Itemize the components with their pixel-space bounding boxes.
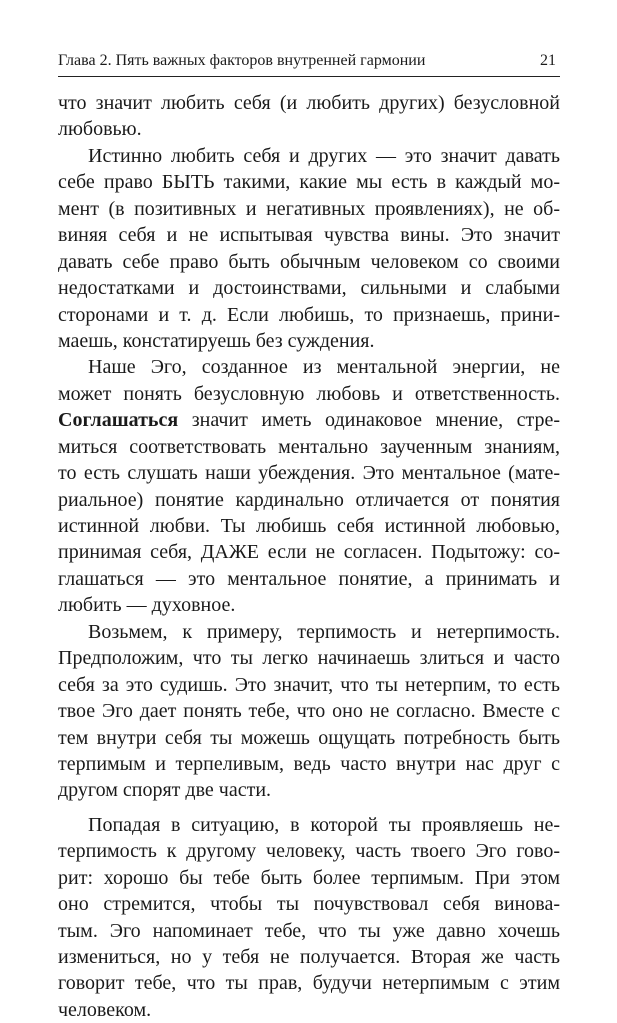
text-line: себя за это судишь. Это значит, что ты нетерпим, то есть bbox=[58, 673, 560, 696]
text-line: миться соответствовать ментально заученным знаниям, bbox=[58, 435, 560, 458]
paragraph-2 bbox=[58, 143, 560, 355]
text-line: Попадая в ситуацию, в которой ты проявляешь не- bbox=[88, 813, 560, 836]
bold-term: Соглашаться bbox=[58, 409, 179, 432]
text-line: терпимость к другому человеку, часть твоего Эго гово- bbox=[58, 840, 560, 863]
text-line: может понять безусловную любовь и ответственность. bbox=[58, 382, 560, 405]
page-number: 21 bbox=[540, 52, 556, 69]
text-line: что значит любить себя (и любить других) безусловной bbox=[58, 92, 560, 114]
text-line: тым. Эго напоминает тебе, что ты уже давно хочешь bbox=[58, 919, 560, 942]
text-line: то есть слушать наши убеждения. Это ментальное (мате- bbox=[58, 462, 560, 485]
text-line: оно стремится, чтобы ты почувствовал себя винова- bbox=[58, 893, 560, 916]
paragraph-1 bbox=[58, 90, 560, 143]
text-line: Наше Эго, созданное из ментальной энергии, не bbox=[88, 356, 560, 379]
text-line: маешь, констатируешь без суждения. bbox=[58, 329, 375, 352]
text-line: недостатками и достоинствами, сильными и слабыми bbox=[58, 277, 560, 300]
text-line: говорит тебе, что ты прав, будучи нетерпимым с этим bbox=[58, 972, 560, 995]
text-run: значит иметь одинаковое мнение, стре- bbox=[178, 409, 560, 432]
text-line: любить — духовное. bbox=[58, 594, 236, 617]
text-line: Предположим, что ты легко начинаешь злиться и часто bbox=[58, 647, 560, 670]
text-line: риальное) понятие кардинально отличается от понятия bbox=[58, 488, 560, 511]
text-line: любовью. bbox=[58, 118, 142, 141]
text-line: глашаться — это ментальное понятие, а принимать и bbox=[58, 567, 560, 590]
text-line: твое Эго дает понять тебе, что оно не согласно. Вместе с bbox=[58, 700, 560, 723]
paragraph-5 bbox=[58, 812, 560, 1023]
text-line: истинной любви. Ты любишь себя истинной любовью, bbox=[58, 515, 560, 537]
text-line: человеком. bbox=[58, 998, 152, 1021]
text-line: виняя себя и не испытывая чувства вины. Это значит bbox=[58, 224, 560, 247]
text-line: мент (в позитивных и негативных проявлениях), не об- bbox=[58, 197, 560, 220]
chapter-title: Глава 2. Пять важных факторов внутренней гармонии bbox=[58, 52, 426, 69]
text-line: давать себе право быть обычным человеком со своими bbox=[58, 250, 560, 273]
text-line-mixed bbox=[58, 407, 560, 433]
text-line: рит: хорошо бы тебе быть более терпимым. При этом bbox=[58, 866, 560, 889]
text-line: Возьмем, к примеру, терпимость и нетерпимость. bbox=[88, 620, 560, 643]
paragraph-4 bbox=[58, 619, 560, 804]
text-line: другом спорят две части. bbox=[58, 779, 272, 802]
text-line: сторонами и т. д. Если любишь, то признаешь, прини- bbox=[58, 303, 560, 326]
running-header bbox=[58, 48, 560, 77]
paragraph-3 bbox=[58, 354, 560, 618]
text-line: тем внутри себя ты можешь ощущать потребность быть bbox=[58, 726, 560, 749]
text-line: себе право БЫТЬ такими, какие мы есть в каждый мо- bbox=[58, 171, 560, 194]
text-line: принимая себя, ДАЖЕ если не согласен. Подытожу: со- bbox=[58, 541, 560, 564]
paragraph-spacer bbox=[58, 804, 560, 812]
page-body bbox=[58, 90, 560, 1023]
text-line: измениться, но у тебя не получается. Вторая же часть bbox=[58, 946, 560, 968]
text-line: терпимым и терпеливым, ведь часто внутри нас друг с bbox=[58, 752, 560, 775]
text-line: Истинно любить себя и других — это значит давать bbox=[88, 144, 560, 167]
